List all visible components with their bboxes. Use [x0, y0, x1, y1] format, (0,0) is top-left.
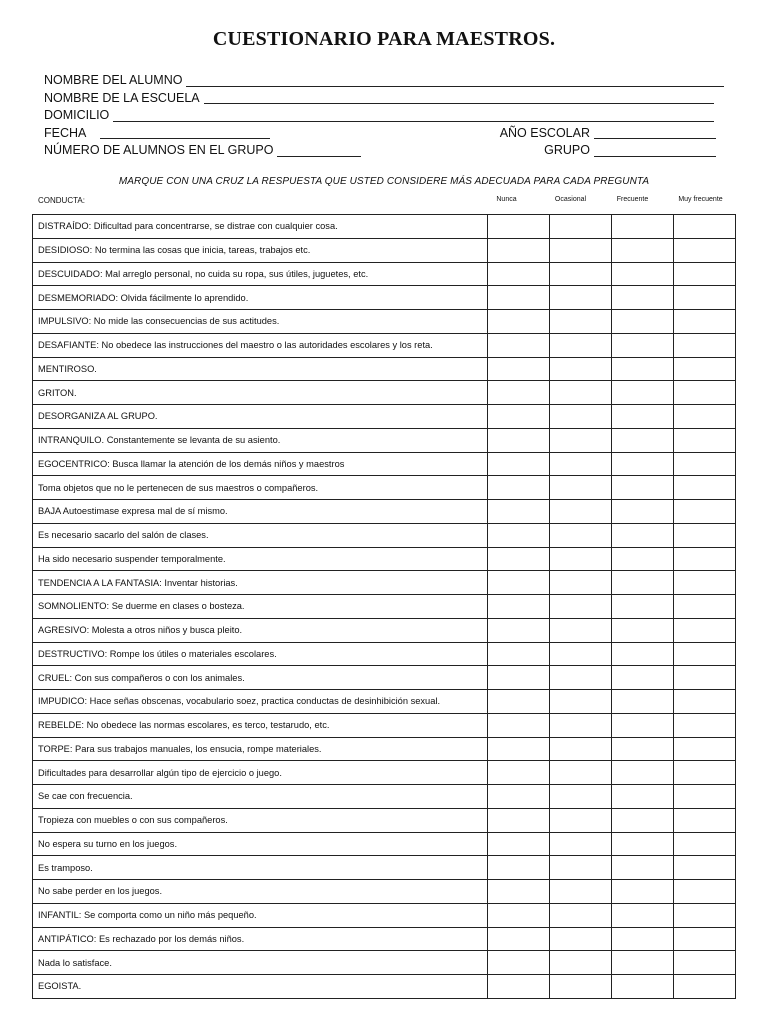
behavior-description: DESTRUCTIVO: Rompe los útiles o materiales escolares.: [33, 642, 488, 666]
behavior-description: Ha sido necesario suspender temporalmente.: [33, 547, 488, 571]
answer-box-muy-frecuente[interactable]: [674, 618, 736, 642]
answer-box-ocasional[interactable]: [550, 286, 612, 310]
answer-box-nunca[interactable]: [488, 333, 550, 357]
behavior-description: ANTIPÁTICO: Es rechazado por los demás niños.: [33, 927, 488, 951]
answer-box-ocasional[interactable]: [550, 951, 612, 975]
answer-box-nunca[interactable]: [488, 571, 550, 595]
answer-box-ocasional[interactable]: [550, 808, 612, 832]
table-row: [33, 903, 736, 927]
student-count-field[interactable]: [44, 142, 361, 160]
answer-box-ocasional[interactable]: [550, 547, 612, 571]
answer-box-muy-frecuente[interactable]: [674, 428, 736, 452]
answer-box-nunca[interactable]: [488, 927, 550, 951]
school-year-line[interactable]: [594, 126, 716, 139]
answer-box-ocasional[interactable]: [550, 310, 612, 334]
answer-box-frecuente[interactable]: [612, 642, 674, 666]
behavior-description: BAJA Autoestimase expresa mal de sí mismo.: [33, 500, 488, 524]
behavior-description: DESORGANIZA AL GRUPO.: [33, 405, 488, 429]
answer-box-frecuente[interactable]: [612, 975, 674, 999]
answer-box-ocasional[interactable]: [550, 452, 612, 476]
answer-box-frecuente[interactable]: [612, 476, 674, 500]
answer-box-nunca[interactable]: [488, 215, 550, 239]
answer-box-frecuente[interactable]: [612, 357, 674, 381]
answer-box-frecuente[interactable]: [612, 761, 674, 785]
answer-box-muy-frecuente[interactable]: [674, 571, 736, 595]
answer-box-muy-frecuente[interactable]: [674, 927, 736, 951]
behavior-description: SOMNOLIENTO: Se duerme en clases o bosteza.: [33, 595, 488, 619]
table-row: [33, 286, 736, 310]
answer-box-muy-frecuente[interactable]: [674, 832, 736, 856]
table-row: [33, 690, 736, 714]
answer-box-nunca[interactable]: [488, 286, 550, 310]
answer-box-frecuente[interactable]: [612, 785, 674, 809]
table-row: [33, 357, 736, 381]
answer-box-frecuente[interactable]: [612, 333, 674, 357]
behavior-description: Toma objetos que no le pertenecen de sus maestros o compañeros.: [33, 476, 488, 500]
answer-box-nunca[interactable]: [488, 832, 550, 856]
answer-box-ocasional[interactable]: [550, 476, 612, 500]
answer-box-muy-frecuente[interactable]: [674, 310, 736, 334]
answer-box-muy-frecuente[interactable]: [674, 405, 736, 429]
answer-box-muy-frecuente[interactable]: [674, 737, 736, 761]
table-row: [33, 452, 736, 476]
answer-box-nunca[interactable]: [488, 761, 550, 785]
group-field[interactable]: [544, 142, 716, 160]
student-name-line[interactable]: [186, 74, 724, 87]
answer-box-muy-frecuente[interactable]: [674, 452, 736, 476]
answer-box-ocasional[interactable]: [550, 595, 612, 619]
table-row: [33, 642, 736, 666]
answer-box-frecuente[interactable]: [612, 405, 674, 429]
answer-box-frecuente[interactable]: [612, 618, 674, 642]
student-count-line[interactable]: [277, 144, 361, 157]
answer-box-muy-frecuente[interactable]: [674, 286, 736, 310]
answer-box-nunca[interactable]: [488, 785, 550, 809]
answer-box-muy-frecuente[interactable]: [674, 713, 736, 737]
behavior-description: TENDENCIA A LA FANTASIA: Inventar historias.: [33, 571, 488, 595]
answer-box-nunca[interactable]: [488, 262, 550, 286]
behavior-description: IMPUDICO: Hace señas obscenas, vocabulario soez, practica conductas de desinhibición sexual.: [33, 690, 488, 714]
answer-box-ocasional[interactable]: [550, 215, 612, 239]
table-row: [33, 262, 736, 286]
answer-box-frecuente[interactable]: [612, 737, 674, 761]
page-title: CUESTIONARIO PARA MAESTROS.: [212, 28, 556, 50]
table-row: [33, 618, 736, 642]
answer-box-nunca[interactable]: [488, 310, 550, 334]
answer-box-frecuente[interactable]: [612, 880, 674, 904]
answer-box-nunca[interactable]: [488, 903, 550, 927]
answer-box-nunca[interactable]: [488, 975, 550, 999]
answer-box-muy-frecuente[interactable]: [674, 808, 736, 832]
answer-box-frecuente[interactable]: [612, 595, 674, 619]
address-line[interactable]: [113, 109, 714, 122]
answer-box-muy-frecuente[interactable]: [674, 476, 736, 500]
student-info-section: [44, 72, 724, 160]
answer-box-frecuente[interactable]: [612, 452, 674, 476]
answer-box-muy-frecuente[interactable]: [674, 357, 736, 381]
answer-box-ocasional[interactable]: [550, 713, 612, 737]
answer-box-muy-frecuente[interactable]: [674, 880, 736, 904]
answer-box-nunca[interactable]: [488, 357, 550, 381]
answer-box-nunca[interactable]: [488, 808, 550, 832]
behavior-description: REBELDE: No obedece las normas escolares, es terco, testarudo, etc.: [33, 713, 488, 737]
behavior-table: [32, 214, 736, 999]
answer-box-ocasional[interactable]: [550, 880, 612, 904]
behavior-description: Dificultades para desarrollar algún tipo de ejercicio o juego.: [33, 761, 488, 785]
behavior-description: IMPULSIVO: No mide las consecuencias de sus actitudes.: [33, 310, 488, 334]
answer-box-frecuente[interactable]: [612, 262, 674, 286]
school-name-label: NOMBRE DE LA ESCUELA: [44, 90, 200, 105]
answer-box-frecuente[interactable]: [612, 951, 674, 975]
answer-box-muy-frecuente[interactable]: [674, 500, 736, 524]
answer-box-muy-frecuente[interactable]: [674, 761, 736, 785]
table-row: [33, 500, 736, 524]
behavior-description: DESIDIOSO: No termina las cosas que inicia, tareas, trabajos etc.: [33, 238, 488, 262]
behavior-description: Es tramposo.: [33, 856, 488, 880]
table-row: [33, 523, 736, 547]
answer-box-nunca[interactable]: [488, 856, 550, 880]
answer-box-frecuente[interactable]: [612, 286, 674, 310]
behavior-description: MENTIROSO.: [33, 357, 488, 381]
answer-box-muy-frecuente[interactable]: [674, 333, 736, 357]
answer-box-ocasional[interactable]: [550, 618, 612, 642]
table-row: [33, 856, 736, 880]
answer-box-ocasional[interactable]: [550, 903, 612, 927]
behavior-description: DESMEMORIADO: Olvida fácilmente lo aprendido.: [33, 286, 488, 310]
behavior-description: DESAFIANTE: No obedece las instrucciones del maestro o las autoridades escolares y los reta.: [33, 333, 488, 357]
table-row: [33, 761, 736, 785]
behavior-description: AGRESIVO: Molesta a otros niños y busca pleito.: [33, 618, 488, 642]
date-label: FECHA: [44, 125, 87, 140]
answer-box-frecuente[interactable]: [612, 927, 674, 951]
student-name-field[interactable]: [44, 72, 724, 90]
student-count-label: NÚMERO DE ALUMNOS EN EL GRUPO: [44, 143, 274, 157]
date-field[interactable]: [44, 125, 270, 143]
student-name-label: NOMBRE DEL ALUMNO: [44, 73, 183, 87]
group-label: GRUPO: [544, 143, 590, 157]
column-header-nunca: Nunca: [496, 196, 517, 203]
table-row: [33, 951, 736, 975]
column-header-frecuente: Frecuente: [616, 196, 649, 203]
behavior-description: GRITON.: [33, 381, 488, 405]
answer-box-ocasional[interactable]: [550, 975, 612, 999]
behavior-description: CRUEL: Con sus compañeros o con los animales.: [33, 666, 488, 690]
table-row: [33, 571, 736, 595]
table-row: [33, 927, 736, 951]
answer-box-frecuente[interactable]: [612, 856, 674, 880]
table-row: [33, 832, 736, 856]
table-row: [33, 808, 736, 832]
answer-box-nunca[interactable]: [488, 713, 550, 737]
behavior-description: No sabe perder en los juegos.: [33, 880, 488, 904]
answer-box-ocasional[interactable]: [550, 785, 612, 809]
instructions-text: MARQUE CON UNA CRUZ LA RESPUESTA QUE USTED CONSIDERE MÁS ADECUADA PARA CADA PREGUNTA: [118, 176, 650, 187]
answer-box-ocasional[interactable]: [550, 737, 612, 761]
answer-box-nunca[interactable]: [488, 405, 550, 429]
answer-box-nunca[interactable]: [488, 476, 550, 500]
answer-box-ocasional[interactable]: [550, 357, 612, 381]
answer-box-ocasional[interactable]: [550, 856, 612, 880]
table-row: [33, 405, 736, 429]
answer-box-muy-frecuente[interactable]: [674, 523, 736, 547]
address-label: DOMICILIO: [44, 108, 110, 122]
answer-box-frecuente[interactable]: [612, 238, 674, 262]
answer-box-ocasional[interactable]: [550, 666, 612, 690]
answer-box-ocasional[interactable]: [550, 333, 612, 357]
table-row: [33, 975, 736, 999]
table-header: [36, 196, 734, 210]
school-name-field[interactable]: [44, 90, 724, 108]
school-year-field[interactable]: [500, 125, 716, 143]
answer-box-nunca[interactable]: [488, 452, 550, 476]
behavior-description: TORPE: Para sus trabajos manuales, los ensucia, rompe materiales.: [33, 737, 488, 761]
answer-box-frecuente[interactable]: [612, 571, 674, 595]
answer-box-nunca[interactable]: [488, 523, 550, 547]
answer-box-nunca[interactable]: [488, 880, 550, 904]
answer-box-muy-frecuente[interactable]: [674, 238, 736, 262]
answer-box-muy-frecuente[interactable]: [674, 381, 736, 405]
answer-box-muy-frecuente[interactable]: [674, 690, 736, 714]
behavior-description: INFANTIL: Se comporta como un niño más pequeño.: [33, 903, 488, 927]
table-row: [33, 785, 736, 809]
answer-box-nunca[interactable]: [488, 737, 550, 761]
table-row: [33, 381, 736, 405]
table-row: [33, 310, 736, 334]
answer-box-nunca[interactable]: [488, 666, 550, 690]
answer-box-frecuente[interactable]: [612, 903, 674, 927]
answer-box-muy-frecuente[interactable]: [674, 975, 736, 999]
answer-box-ocasional[interactable]: [550, 927, 612, 951]
behavior-description: EGOCENTRICO: Busca llamar la atención de los demás niños y maestros: [33, 452, 488, 476]
answer-box-muy-frecuente[interactable]: [674, 262, 736, 286]
table-row: [33, 595, 736, 619]
behavior-description: No espera su turno en los juegos.: [33, 832, 488, 856]
answer-box-ocasional[interactable]: [550, 238, 612, 262]
answer-box-ocasional[interactable]: [550, 428, 612, 452]
answer-box-muy-frecuente[interactable]: [674, 903, 736, 927]
answer-box-muy-frecuente[interactable]: [674, 595, 736, 619]
answer-box-frecuente[interactable]: [612, 500, 674, 524]
answer-box-ocasional[interactable]: [550, 642, 612, 666]
answer-box-frecuente[interactable]: [612, 713, 674, 737]
answer-box-muy-frecuente[interactable]: [674, 785, 736, 809]
answer-box-nunca[interactable]: [488, 618, 550, 642]
table-row: [33, 333, 736, 357]
answer-box-frecuente[interactable]: [612, 690, 674, 714]
column-header-muy-frecuente: Muy frecuente: [678, 196, 723, 203]
group-row: [44, 142, 724, 160]
address-field[interactable]: [44, 107, 724, 125]
answer-box-nunca[interactable]: [488, 547, 550, 571]
answer-box-ocasional[interactable]: [550, 381, 612, 405]
group-line[interactable]: [594, 144, 716, 157]
behavior-description: Nada lo satisface.: [33, 951, 488, 975]
answer-box-muy-frecuente[interactable]: [674, 547, 736, 571]
answer-box-frecuente[interactable]: [612, 310, 674, 334]
answer-box-nunca[interactable]: [488, 500, 550, 524]
answer-box-frecuente[interactable]: [612, 832, 674, 856]
answer-box-muy-frecuente[interactable]: [674, 666, 736, 690]
answer-box-muy-frecuente[interactable]: [674, 215, 736, 239]
answer-box-ocasional[interactable]: [550, 262, 612, 286]
table-row: [33, 713, 736, 737]
answer-box-nunca[interactable]: [488, 428, 550, 452]
answer-box-nunca[interactable]: [488, 595, 550, 619]
date-line[interactable]: [100, 126, 270, 139]
behavior-description: EGOISTA.: [33, 975, 488, 999]
answer-box-ocasional[interactable]: [550, 405, 612, 429]
column-header-ocasional: Ocasional: [554, 196, 587, 203]
behavior-description: Es necesario sacarlo del salón de clases.: [33, 523, 488, 547]
answer-box-nunca[interactable]: [488, 642, 550, 666]
table-row: [33, 476, 736, 500]
behavior-description: DESCUIDADO: Mal arreglo personal, no cuida su ropa, sus útiles, juguetes, etc.: [33, 262, 488, 286]
answer-box-frecuente[interactable]: [612, 523, 674, 547]
behavior-description: DISTRAÍDO: Dificultad para concentrarse, se distrae con cualquier cosa.: [33, 215, 488, 239]
answer-box-ocasional[interactable]: [550, 761, 612, 785]
answer-box-frecuente[interactable]: [612, 215, 674, 239]
table-row: [33, 428, 736, 452]
table-row: [33, 737, 736, 761]
school-year-label: AÑO ESCOLAR: [499, 125, 590, 140]
answer-box-muy-frecuente[interactable]: [674, 856, 736, 880]
date-year-row: [44, 125, 724, 143]
answer-box-ocasional[interactable]: [550, 690, 612, 714]
behavior-description: Se cae con frecuencia.: [33, 785, 488, 809]
answer-box-muy-frecuente[interactable]: [674, 642, 736, 666]
answer-box-ocasional[interactable]: [550, 571, 612, 595]
table-row: [33, 215, 736, 239]
answer-box-ocasional[interactable]: [550, 832, 612, 856]
answer-box-muy-frecuente[interactable]: [674, 951, 736, 975]
answer-box-frecuente[interactable]: [612, 381, 674, 405]
answer-box-nunca[interactable]: [488, 690, 550, 714]
answer-box-nunca[interactable]: [488, 381, 550, 405]
answer-box-frecuente[interactable]: [612, 547, 674, 571]
answer-box-nunca[interactable]: [488, 238, 550, 262]
table-row: [33, 666, 736, 690]
answer-box-ocasional[interactable]: [550, 523, 612, 547]
behavior-description: Tropieza con muebles o con sus compañeros.: [33, 808, 488, 832]
table-row: [33, 880, 736, 904]
answer-box-frecuente[interactable]: [612, 808, 674, 832]
answer-box-frecuente[interactable]: [612, 428, 674, 452]
conducta-header: CONDUCTA:: [38, 196, 85, 205]
table-row: [33, 547, 736, 571]
answer-box-ocasional[interactable]: [550, 500, 612, 524]
behavior-description: INTRANQUILO. Constantemente se levanta de su asiento.: [33, 428, 488, 452]
answer-box-nunca[interactable]: [488, 951, 550, 975]
table-row: [33, 238, 736, 262]
answer-box-frecuente[interactable]: [612, 666, 674, 690]
school-name-line[interactable]: [204, 91, 714, 104]
